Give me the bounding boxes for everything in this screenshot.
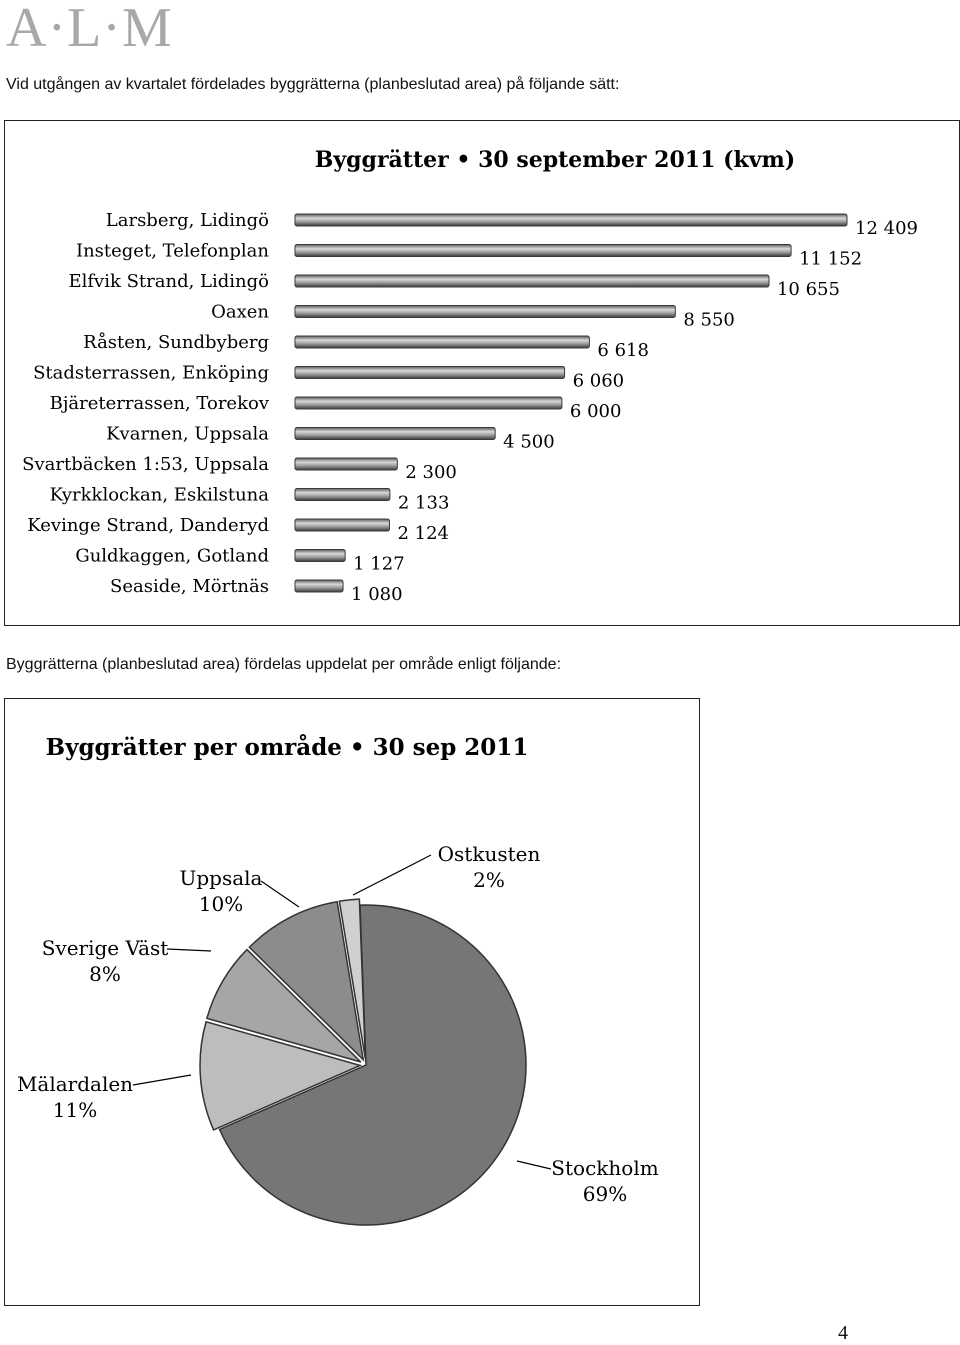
pie-slice-name: Uppsala [179, 866, 263, 890]
bar [295, 550, 345, 562]
alm-logo: A·L·M [6, 0, 173, 59]
bar-value-label: 1 127 [353, 553, 405, 575]
pie-leader-line [167, 949, 211, 951]
bar-value-label: 2 300 [405, 462, 457, 483]
bar-category-label: Larsberg, Lidingö [105, 210, 269, 231]
bar [295, 336, 589, 348]
bar [295, 367, 565, 379]
pie-leader-line [133, 1075, 191, 1085]
bar-value-label: 6 618 [597, 340, 649, 361]
bar-category-label: Svartbäcken 1:53, Uppsala [22, 454, 269, 475]
bar-value-label: 4 500 [503, 431, 555, 453]
pie-slice-name: Mälardalen [16, 1072, 134, 1096]
pie-chart-frame [4, 698, 700, 1306]
bar-value-label: 10 655 [776, 279, 840, 300]
bar-category-label: Guldkaggen, Gotland [75, 545, 269, 567]
pie-chart [5, 699, 699, 1305]
bar [295, 458, 397, 470]
bar-value-label: 6 060 [572, 370, 625, 392]
bar [295, 397, 562, 409]
pie-leader-line [517, 1161, 551, 1169]
bar-category-label: Kevinge Strand, Danderyd [27, 515, 269, 536]
page-number: 4 [838, 1322, 848, 1344]
bar-value-label: 2 133 [397, 492, 450, 514]
bar-chart-title: Byggrätter • 30 september 2011 (kvm) [314, 147, 796, 173]
pie-chart-title: Byggrätter per område • 30 sep 2011 [45, 734, 529, 761]
pie-slice-percent: 11% [52, 1098, 98, 1122]
bar-value-label: 1 080 [351, 584, 403, 605]
bar [295, 428, 495, 440]
bar-category-label: Kyrkklockan, Eskilstuna [49, 484, 269, 506]
bar-category-label: Råsten, Sundbyberg [83, 332, 269, 353]
pie-slice-percent: 8% [89, 962, 121, 986]
bar [295, 519, 389, 531]
bar-value-label: 8 550 [683, 309, 735, 331]
pie-leader-line [261, 881, 299, 907]
bar [295, 275, 769, 287]
pie-slice-name: Sverige Väst [41, 936, 169, 960]
pie-slice-name: Ostkusten [437, 842, 541, 866]
pie-slice-percent: 10% [198, 892, 244, 916]
bar-category-label: Seaside, Mörtnäs [110, 576, 269, 597]
bar-category-label: Stadsterrassen, Enköping [33, 362, 269, 384]
pie-slice-percent: 2% [473, 868, 505, 892]
bar-chart [5, 121, 959, 625]
bar [295, 306, 675, 318]
bar-category-label: Insteget, Telefonplan [75, 240, 269, 262]
intro-text: Vid utgången av kvartalet fördelades byggrätterna (planbeslutad area) på följande sätt: [6, 76, 620, 93]
pie-slice-name: Stockholm [551, 1156, 659, 1180]
pie-slice-percent: 69% [582, 1182, 628, 1206]
bar-value-label: 2 124 [397, 523, 450, 544]
bar-value-label: 11 152 [799, 248, 863, 270]
bar [295, 580, 343, 592]
bar-category-label: Kvarnen, Uppsala [106, 423, 269, 445]
section-text: Byggrätterna (planbeslutad area) fördelas uppdelat per område enligt följande: [6, 656, 562, 673]
bar-chart-frame [4, 120, 960, 626]
bar [295, 214, 847, 226]
bar-category-label: Elfvik Strand, Lidingö [68, 271, 269, 292]
bar [295, 245, 791, 257]
bar-category-label: Bjäreterrassen, Torekov [49, 393, 269, 414]
bar [295, 489, 390, 501]
bar-value-label: 12 409 [855, 218, 918, 239]
pie-leader-line [353, 855, 431, 895]
bar-category-label: Oaxen [211, 301, 269, 323]
bar-value-label: 6 000 [569, 401, 622, 422]
